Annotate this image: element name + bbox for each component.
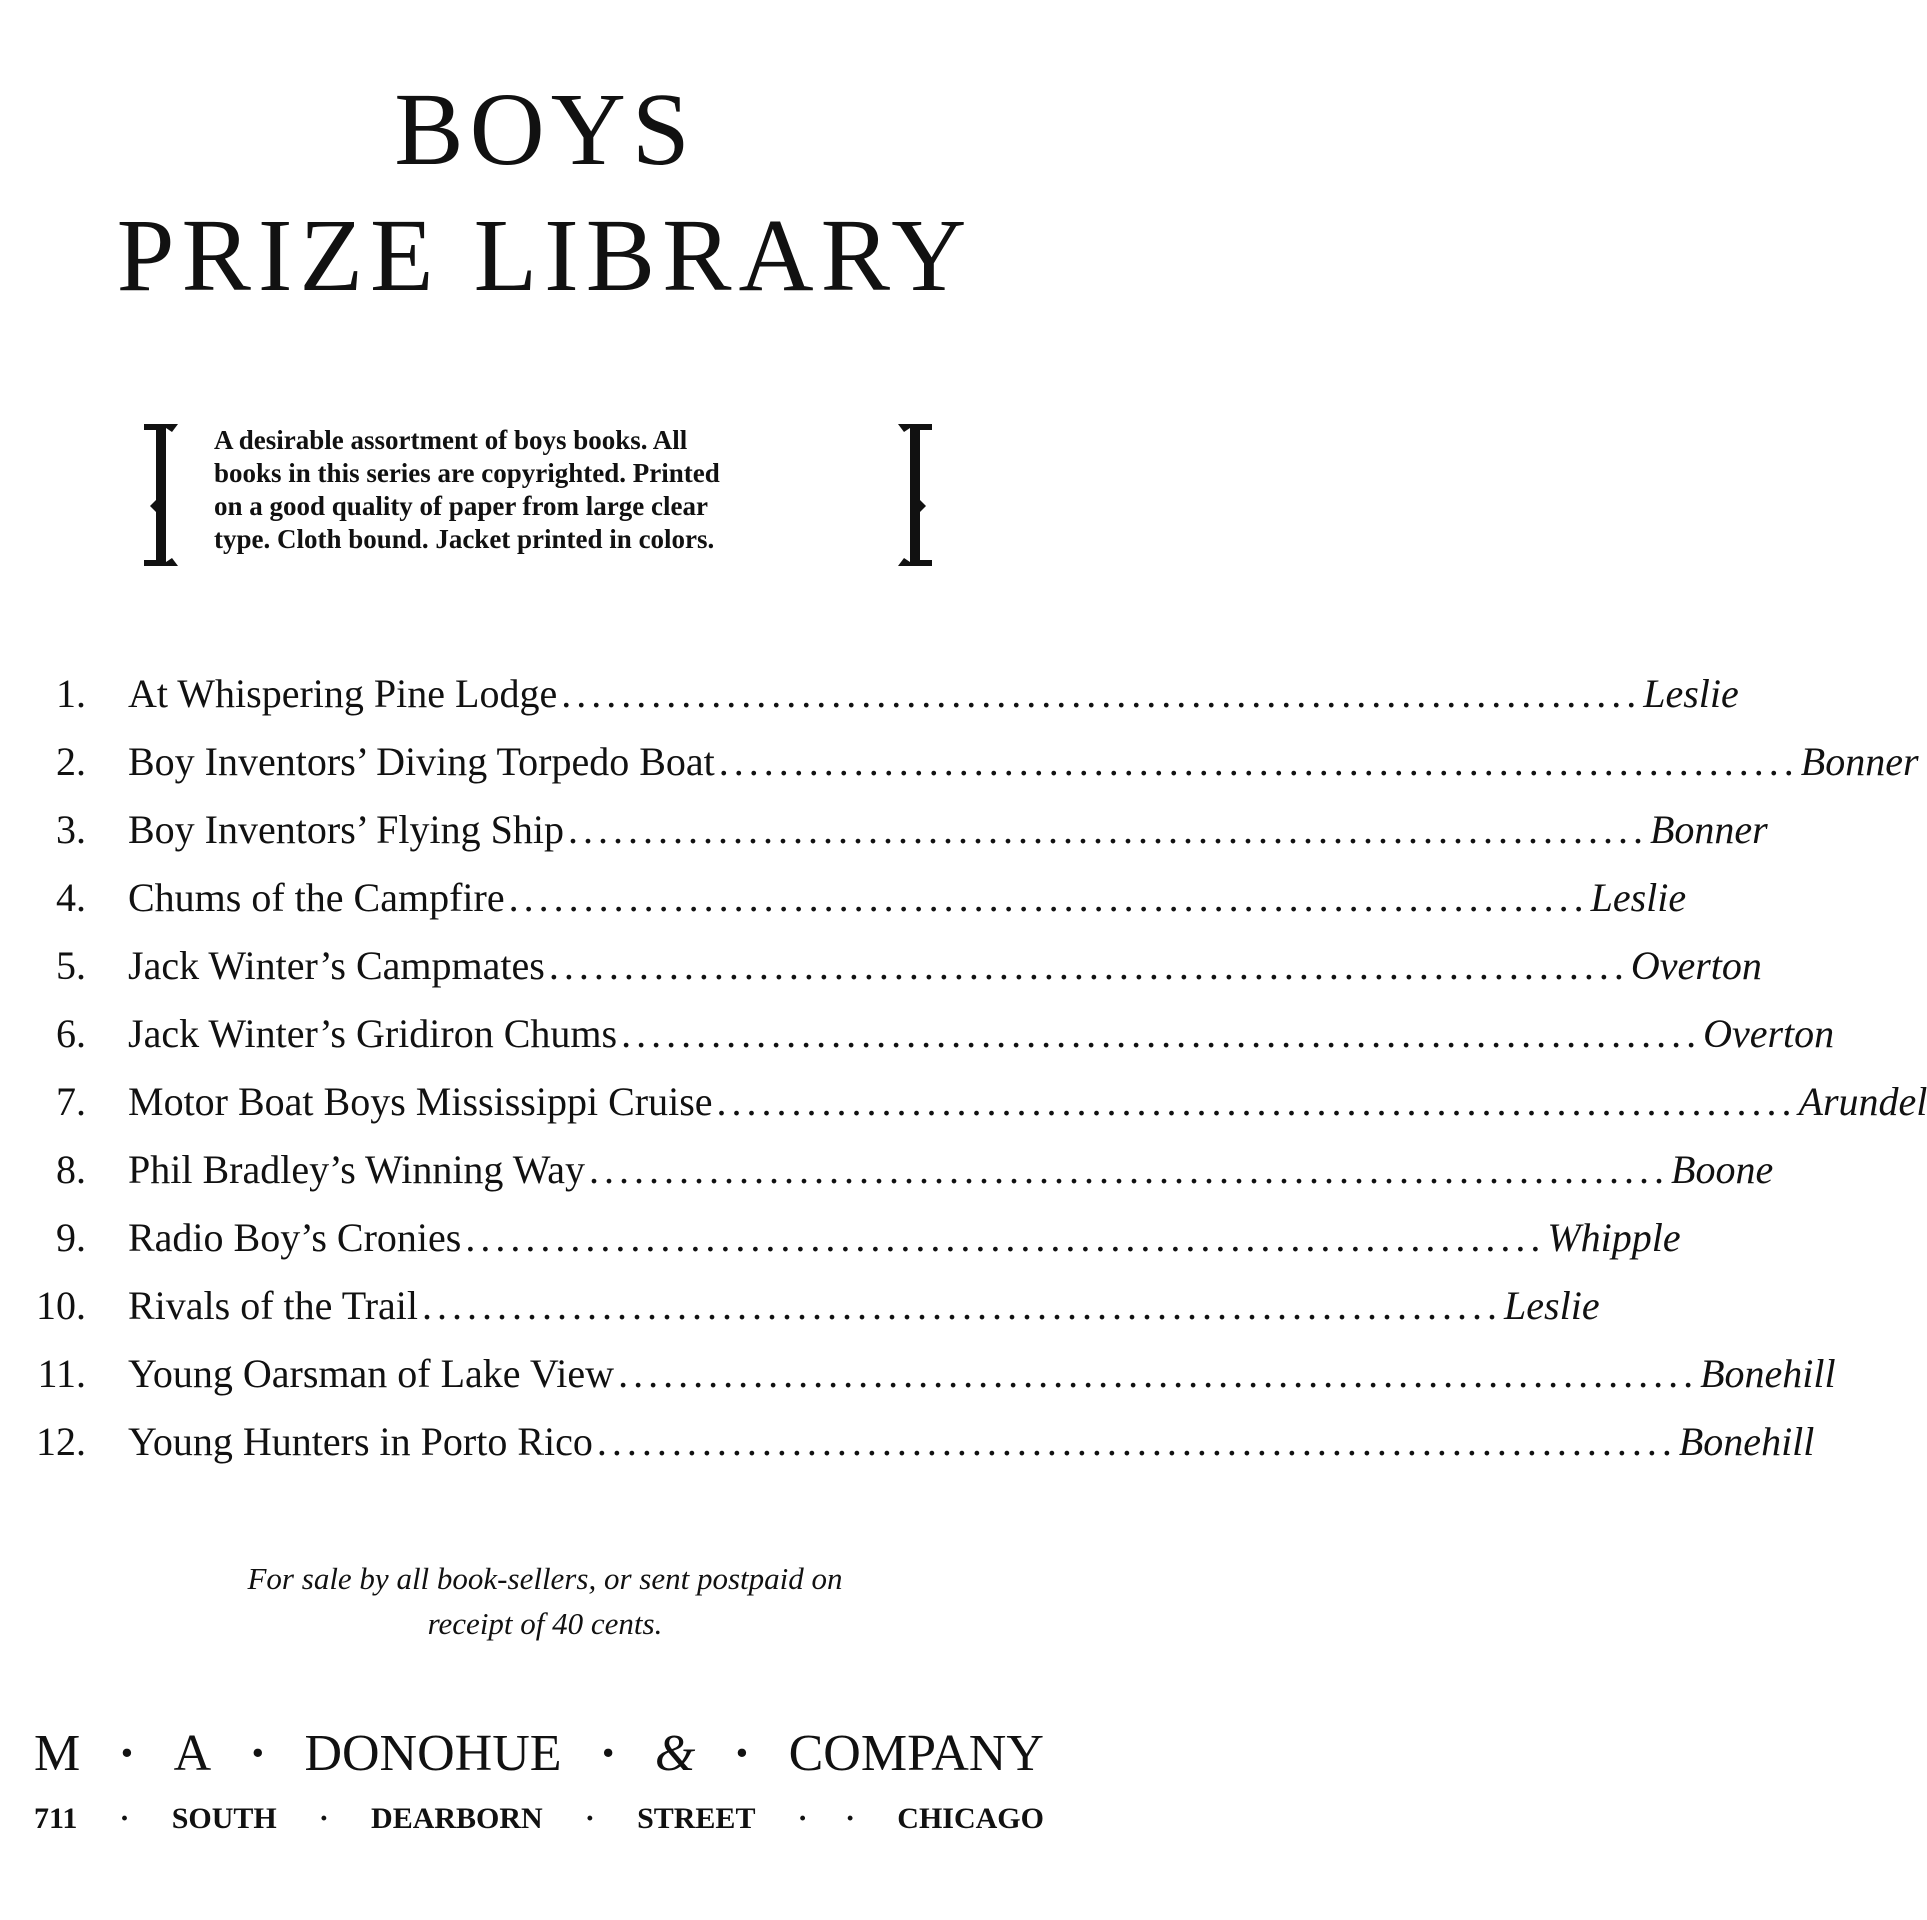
description-line: books in this series are copyrighted. Printed [214,458,720,488]
book-number: 2. [56,739,86,784]
dot-leader: ........................................................................ [596,1419,1677,1464]
book-author: Leslie [1643,671,1739,716]
book-number: 9. [56,1215,86,1260]
book-title: Chums of the Campfire [128,875,505,920]
dot-leader: ........................................................................ [716,1079,1797,1124]
book-author: Boone [1671,1147,1774,1192]
separator-dot: · [119,1802,130,1835]
book-title: Radio Boy’s Cronies [128,1215,462,1260]
book-author: Overton [1630,943,1762,988]
book-title: At Whispering Pine Lodge [128,671,558,716]
book-title: Jack Winter’s Gridiron Chums [128,1011,618,1056]
dot-leader: ........................................................................ [422,1283,1503,1328]
book-row [0,1208,1681,1268]
separator-dot: · [118,1725,136,1782]
book-author: Bonner [1800,739,1919,784]
book-row [0,868,1687,928]
book-author: Bonner [1649,807,1768,852]
right-bracket-ornament [890,420,938,570]
book-author: Bonehill [1700,1351,1836,1396]
book-row [0,1412,1815,1472]
description-line: type. Cloth bound. Jacket printed in colors. [214,524,715,554]
separator-dot: · [733,1725,751,1782]
title-prize-library: PRIZE LIBRARY [116,198,974,313]
dot-leader: ........................................................................ [621,1011,1702,1056]
sale-note-line: For sale by all book-sellers, or sent postpaid on [247,1561,843,1596]
book-author: Leslie [1504,1283,1600,1328]
book-title: Young Oarsman of Lake View [128,1351,615,1396]
separator-dot: · [584,1802,595,1835]
book-author: Overton [1703,1011,1835,1056]
book-title: Phil Bradley’s Winning Way [128,1147,586,1192]
book-title: Jack Winter’s Campmates [128,943,545,988]
book-number: 4. [56,875,86,920]
address-gap-dots: · · [797,1802,856,1835]
book-number: 8. [56,1147,86,1192]
book-row [0,664,1739,724]
dot-leader: ........................................................................ [567,807,1648,852]
book-row [0,1276,1600,1336]
book-number: 10. [36,1283,86,1328]
publisher-name [34,1725,1044,1782]
book-number: 7. [56,1079,86,1124]
book-author: Bonehill [1678,1419,1815,1464]
publisher-part: A [173,1725,212,1782]
title-boys: BOYS [394,72,696,187]
description-line: on a good quality of paper from large clear [214,491,708,521]
dot-leader: ........................................................................ [589,1147,1670,1192]
publisher-part: M [34,1725,81,1782]
dot-leader: ........................................................................ [718,739,1799,784]
dot-leader: ........................................................................ [618,1351,1699,1396]
book-title: Rivals of the Trail [128,1283,419,1328]
description-box [138,420,938,570]
description-line: A desirable assortment of boys books. All [214,425,688,455]
book-title: Young Hunters in Porto Rico [128,1419,593,1464]
publisher-part: COMPANY [788,1725,1044,1782]
book-row [0,936,1762,996]
dot-leader: ........................................................................ [561,671,1642,716]
book-author: Whipple [1547,1215,1681,1260]
left-bracket-ornament [138,420,186,570]
address-part: SOUTH [171,1802,277,1835]
book-row [0,1004,1835,1064]
address-part: DEARBORN [371,1802,543,1835]
sale-note [0,1556,1090,1646]
book-row [0,1344,1836,1404]
address-part: 711 [34,1802,78,1835]
book-row [0,732,1919,792]
separator-dot: · [318,1802,329,1835]
book-number: 6. [56,1011,86,1056]
book-number: 12. [36,1419,86,1464]
book-number: 3. [56,807,86,852]
book-number: 5. [56,943,86,988]
book-row [0,800,1768,860]
sale-note-line: receipt of 40 cents. [427,1606,663,1641]
dot-leader: ........................................................................ [508,875,1589,920]
book-author: Leslie [1590,875,1687,920]
separator-dot: · [599,1725,617,1782]
address-city: CHICAGO [897,1802,1044,1835]
book-title: Motor Boat Boys Mississippi Cruise [128,1079,713,1124]
book-row [0,1140,1774,1200]
book-row [0,1072,1927,1132]
book-title: Boy Inventors’ Diving Torpedo Boat [128,739,715,784]
dot-leader: ........................................................................ [548,943,1629,988]
book-title: Boy Inventors’ Flying Ship [128,807,564,852]
publisher-part: & [654,1725,696,1782]
address-part: STREET [637,1802,756,1835]
book-author: Arundel [1798,1079,1927,1124]
dot-leader: ........................................................................ [465,1215,1546,1260]
separator-dot: · [249,1725,267,1782]
book-number: 1. [56,671,86,716]
publisher-address [34,1804,1044,1834]
publisher-part: DONOHUE [304,1725,562,1782]
book-number: 11. [37,1351,86,1396]
description-text [214,424,864,556]
